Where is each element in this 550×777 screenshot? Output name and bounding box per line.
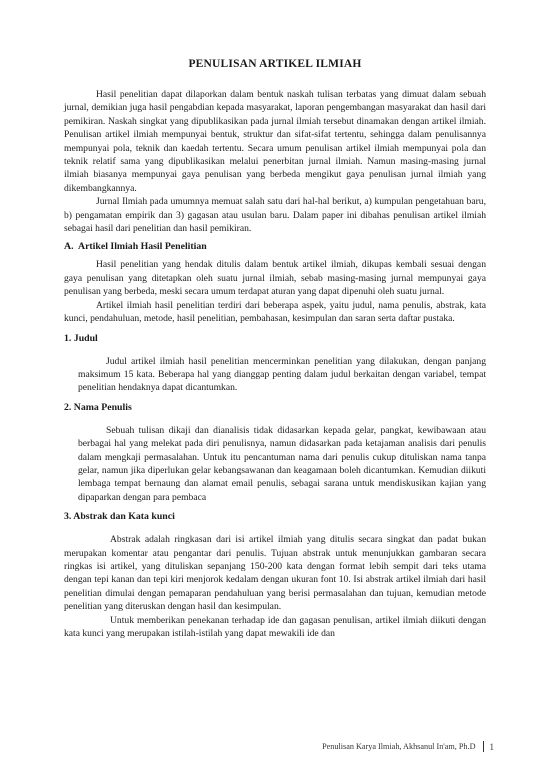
section-a-paragraph-2: Artikel ilmiah hasil penelitian terdiri dari beberapa aspek, yaitu judul, nama penulis, abstrak, kata kunci, pendahuluan, metode, hasil penelitian, pembahasan, kesimpulan dan saran serta daftar pustaka. [64, 299, 486, 325]
page-footer [322, 741, 494, 752]
subsection-2-heading: 2. Nama Penulis [64, 401, 132, 413]
section-a-paragraph-1: Hasil penelitian yang hendak ditulis dalam bentuk artikel ilmiah, dikupas kembali sesuai dengan gaya penulisan yang ditetapkan oleh suatu jurnal ilmiah, sebab masing-masing jurnal mempunyai gaya penulisan yang berbeda, meski secara umum terdapat aturan yang dapat dipenuhi oleh suatu jurnal. [64, 259, 486, 298]
subsection-1-heading: 1. Judul [64, 332, 98, 344]
subsection-2-paragraph-1: Sebuah tulisan dikaji dan dianalisis tidak didasarkan kepada gelar, pangkat, kewibawaan atau berbagai hal yang melekat pada diri penulisnya, namun didasarkan pada ketajaman analisis dari penulis dalam mengkaji permasalahan. Untuk itu pencantuman nama dari penulis cukup dituliskan nama tanpa gelar, namun jika diperlukan gelar kebangsawanan dan keagamaan boleh dicantumkan. Kemudian diikuti lembaga tempat bernaung dan alamat email penulis, sebagai sarana untuk mendiskusikan kajian yang dipaparkan dengan para pembaca [78, 424, 486, 503]
document-page [64, 58, 486, 640]
section-a-title: Artikel Ilmiah Hasil Penelitian [78, 241, 207, 253]
subsection-3-heading: 3. Abstrak dan Kata kunci [64, 511, 175, 523]
subsection-3-paragraph-1: Abstrak adalah ringkasan dari isi artikel ilmiah yang ditulis secara singkat dan padat bukan merupakan komentar atau pengantar dari penulis. Tujuan abstrak untuk menunjukkan gambaran secara ringkas isi artikel, yang dituliskan sepanjang 150-200 kata dengan format lebih sempit dari teks utama dengan tepi kanan dan tepi kiri menjorok kedalam dengan ukuran font 10. Isi abstrak artikel ilmiah dari hasil penelitian dimulai dengan pemaparan pendahuluan yang berisi permasalahan dan tujuan, kemudian metode penelitian yang diteruskan dengan hasil dan kesimpulan. [64, 534, 486, 613]
section-a-heading [64, 241, 486, 253]
footer-text: Penulisan Karya Ilmiah, Akhsanul In'am, Ph.D [322, 742, 476, 751]
intro-paragraph-2: Jurnal Ilmiah pada umumnya memuat salah satu dari hal-hal berikut, a) kumpulan pengetahuan baru, b) pengamatan empirik dan 3) gagasan atau usulan baru. Dalam paper ini dibahas penulisan artikel ilmiah sebagai hasil dari penelitian dan hasil pemikiran. [64, 196, 486, 235]
intro-paragraph-1: Hasil penelitian dapat dilaporkan dalam bentuk naskah tulisan terbatas yang dimuat dalam sebuah jurnal, demikian juga hasil pengabdian kepada masyarakat, laporan pengembangan masyarakat dan hasil dari pemikiran. Naskah singkat yang dipublikasikan pada jurnal ilmiah tersebut dinamakan dengan artikel ilmiah. Penulisan artikel ilmiah mempunyai bentuk, struktur dan sifat-sifat tertentu, sehingga dalam penulisannya mempunyai pola, teknik dan kaedah tertentu. Secara umum penulisan artikel ilmiah mempunyai pola dan teknik relatif sama yang dipublikasikan melalui penerbitan jurnal ilmiah. Namun masing-masing jurnal ilmiah biasanya mempunyai gaya penulisan yang berbeda mengikut gaya penulisan jurnal ilmiah yang dikembangkannya. [64, 89, 486, 194]
footer-divider [483, 741, 484, 752]
subsection-3-paragraph-2: Untuk memberikan penekanan terhadap ide dan gagasan penulisan, artikel ilmiah diikuti dengan kata kunci yang merupakan istilah-istilah yang dapat mewakili ide dan [64, 614, 486, 639]
page-number: 1 [489, 741, 494, 752]
section-a-number: A. [64, 241, 74, 253]
page-title: PENULISAN ARTIKEL ILMIAH [188, 58, 362, 70]
subsection-1-paragraph-1: Judul artikel ilmiah hasil penelitian mencerminkan penelitian yang dilakukan, dengan panjang maksimum 15 kata. Beberapa hal yang dianggap penting dalam judul berkaitan dengan variabel, tempat penelitian hendaknya dapat dicantumkan. [78, 355, 486, 394]
